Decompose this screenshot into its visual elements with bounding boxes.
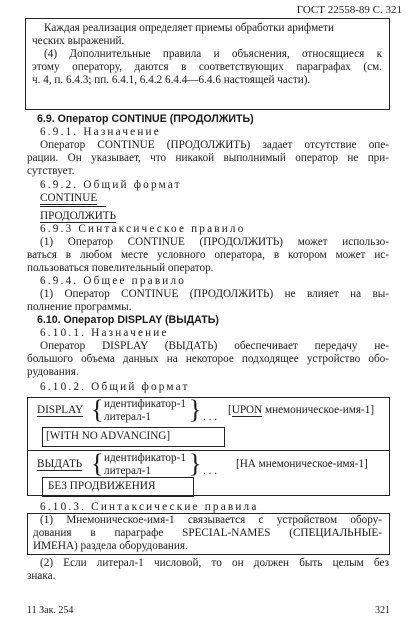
clause-no-advancing: [WITH NO ADVANCING] [46,430,171,442]
clause-bez: БЕЗ ПРОДВИЖЕНИЯ [48,480,156,492]
paragraph-line: рации. Он указывает, что никакой выполнимый оператор не при- [27,152,389,164]
rule-line: дования в параграфе SPECIAL-NAMES (СПЕЦИАЛЬНЫЕ- [33,527,382,539]
subsection-heading: 6.9.1. Назначение [40,126,161,138]
paragraph-line: пользоваться повелительный оператор. [27,262,214,274]
paragraph-line: (1) Оператор CONTINUE (ПРОДОЛЖИТЬ) может использо- [40,236,389,248]
operand-literal: литерал-1 [104,411,151,423]
subsection-heading: 6.10.2. Общий формат [40,381,190,393]
page-number: 321 [375,605,390,616]
paragraph-line: (1) Оператор CONTINUE (ПРОДОЛЖИТЬ) не влияет на вы- [40,288,389,300]
subsection-heading: 6.10.3. Синтаксические правила [40,501,259,513]
running-head: ГОСТ 22558-89 С. 321 [296,4,402,16]
ellipsis: . . . [203,465,217,477]
subsection-heading: 6.10.1. Назначение [40,327,169,339]
subsection-heading: 6.9.4. Общее правило [40,275,187,287]
clause-na: [НА мнемоническое-имя-1] [236,458,368,470]
paragraph-line: сутствует. [27,165,75,177]
ellipsis: . . . [203,411,217,423]
clause-upon-rest: мнемоническое-имя-1] [265,404,375,416]
paragraph-line: (2) Если литерал-1 числовой, то он должен быть целым без [40,557,389,569]
operand-literal-ru: литерал-1 [104,465,151,477]
subsection-heading: 6.9.3 Синтаксическое правило [40,223,246,235]
operand-identifier-ru: идентификатор-1 [104,452,186,464]
keyword-vydat: ВЫДАТЬ [37,458,83,470]
note-line-1: Каждая реализация определяет приемы обработки арифмети [44,22,335,34]
note-line-5: ч. 4, п. 6.4.3; пп. 6.4.1, 6.4.2 6.4.4—6.4.6 настоящей части). [32,74,311,86]
operand-identifier: идентификатор-1 [104,398,186,410]
paragraph-line: полнение программы. [27,301,132,313]
format-keyword: CONTINUE [40,192,98,204]
section-title-continue: 6.9. Оператор CONTINUE (ПРОДОЛЖИТЬ) [37,113,254,125]
brace-close: } [189,395,202,424]
paragraph-line: рудования. [27,366,79,378]
rule-line: ИМЕНА) раздела оборудования. [33,540,188,552]
subsection-heading: 6.9.2. Общий формат [40,179,182,191]
footer-order: 11 Зак. 254 [27,605,74,616]
clause-upon: [UPON мнемоническое-имя-1] [228,404,375,416]
brace-open: { [91,395,104,424]
format-keyword: ПРОДОЛЖИТЬ [40,210,117,222]
rule-line: (1) Мнемоническое-имя-1 связывается с устройством обору- [40,514,382,526]
keyword-display: DISPLAY [37,404,84,416]
divider [40,206,106,207]
section-title-display: 6.10. Оператор DISPLAY (ВЫДАТЬ) [37,314,219,326]
note-line-4: этому оператору, даются в соответствующих параграфах (см. [32,61,382,73]
paragraph-line: знака. [27,570,56,582]
brace-close: } [189,449,202,478]
paragraph-line: большого объема данных на некоторое подходящее устройство обо- [27,353,389,365]
keyword-upon: UPON [231,404,263,416]
paragraph-line: ваться в любом месте условного оператора, в котором может ис- [27,249,389,261]
brace-open: { [91,449,104,478]
note-line-3: (4) Дополнительные правила и объяснения, относящиеся к [44,48,382,60]
note-line-2: ческих выражений. [32,35,125,47]
paragraph-line: Оператор CONTINUE (ПРОДОЛЖИТЬ) задает отсутствие опе- [40,139,389,151]
paragraph-line: Оператор DISPLAY (ВЫДАТЬ) обеспечивает передачу не- [40,340,389,352]
